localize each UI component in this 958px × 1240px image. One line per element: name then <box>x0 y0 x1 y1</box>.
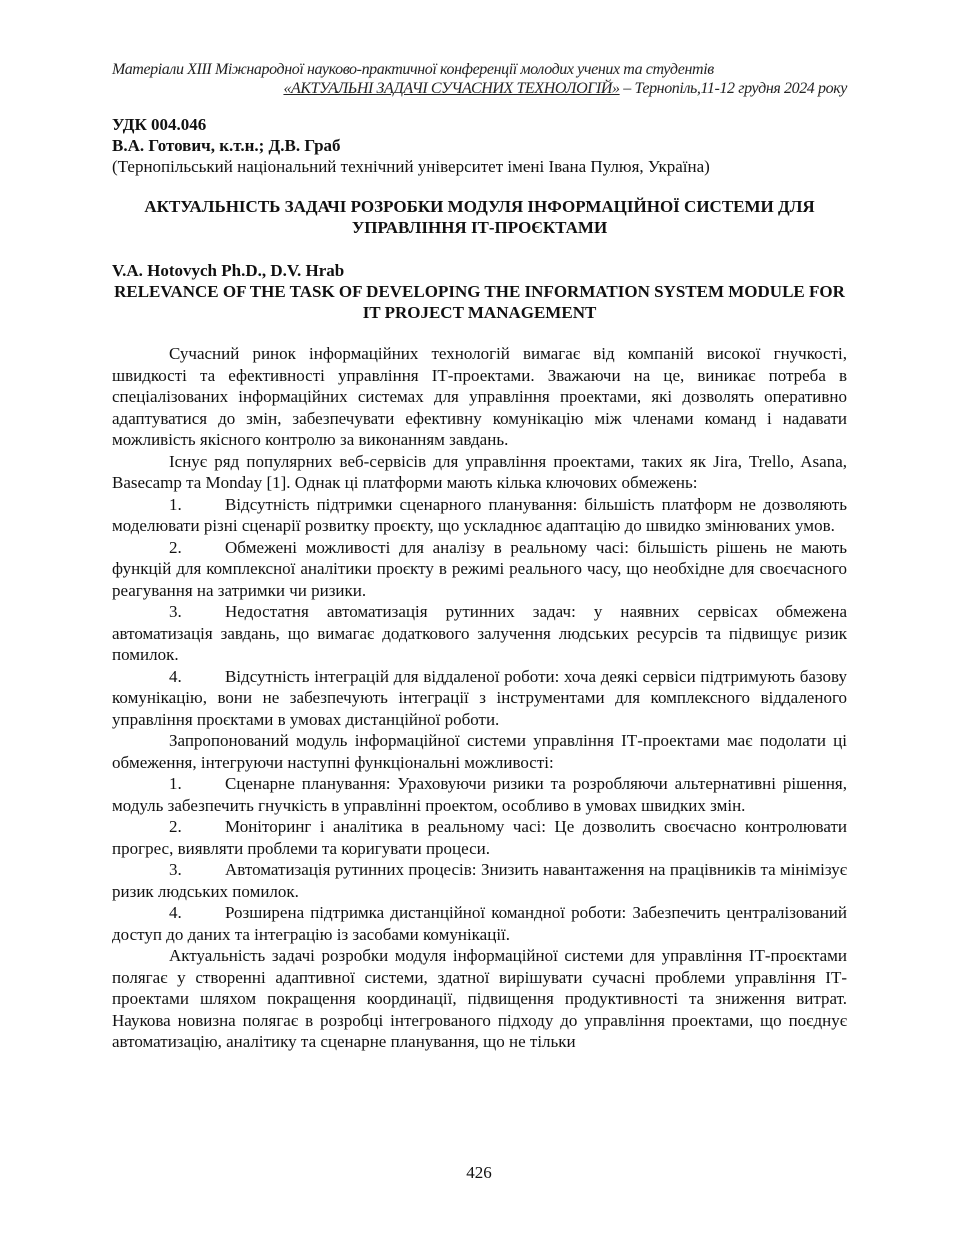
title-ua: АКТУАЛЬНІСТЬ ЗАДАЧІ РОЗРОБКИ МОДУЛЯ ІНФОРМАЦІЙНОЇ СИСТЕМИ ДЛЯ УПРАВЛІННЯ ІТ-ПРОЄКТАМИ <box>144 197 815 237</box>
list-item <box>112 494 847 537</box>
list-item <box>112 537 847 602</box>
authors-en: V.A. Hotovych Ph.D., D.V. Hrab <box>112 261 345 280</box>
list-item <box>112 816 847 859</box>
title-en: RELEVANCE OF THE TASK OF DEVELOPING THE INFORMATION SYSTEM MODULE FOR IT PROJECT MANAGEMENT <box>114 282 845 322</box>
list-item <box>112 601 847 666</box>
list-text: Відсутність інтеграцій для віддаленої роботи: хоча деякі сервіси підтримують базову комунікацію, вони не забезпечують інтеграції з інструментами для комплексного віддаленого управління проєктами в умовах дистанційної роботи. <box>112 666 847 729</box>
list-text: Розширена підтримка дистанційної командної роботи: Забезпечить централізований доступ до даних та інтеграцію із засобами комунікації. <box>112 903 847 944</box>
article-body <box>112 343 847 1053</box>
authors-ua: В.А. Готович, к.т.н.; Д.В. Граб <box>112 136 341 155</box>
udk-code: УДК 004.046 <box>112 115 207 134</box>
list-item <box>112 773 847 816</box>
affiliation: (Тернопільський національний технічний університет імені Івана Пулюя, Україна) <box>112 157 710 176</box>
list-text: Автоматизація рутинних процесів: Знизить навантаження на працівників та мінімізує ризик людських помилок. <box>112 860 847 901</box>
paragraph-intro: Сучасний ринок інформаційних технологій вимагає від компаній високої гнучкості, швидкості та ефективності управління ІТ-проектами. Зважаючи на це, виникає потреба в спеціалізованих інформаційних системах для управління проектами, які дозволять оперативно адаптуватися до змін, забезпечувати ефективну комунікацію між членами команд і надавати можливість якісного контролю за виконанням завдань. <box>112 344 847 449</box>
list-item <box>112 902 847 945</box>
list-number: 1. <box>169 774 182 793</box>
list-number: 3. <box>169 860 182 879</box>
list-text: Відсутність підтримки сценарного планування: більшість платформ не дозволяють моделювати різні сценарії розвитку проєкту, що ускладнює адаптацію до швидко змінюваних умов. <box>112 494 847 535</box>
list-text: Сценарне планування: Ураховуючи ризики та розробляючи альтернативні рішення, модуль забезпечить гнучкість в управлінні проектом, особливо в умовах швидких змін. <box>112 774 847 815</box>
list-number: 2. <box>169 817 182 836</box>
article-header <box>112 114 847 177</box>
list-number: 2. <box>169 537 182 557</box>
conference-name: «АКТУАЛЬНІ ЗАДАЧІ СУЧАСНИХ ТЕХНОЛОГІЙ» <box>283 80 620 97</box>
list-text: Моніторинг і аналітика в реальному часі: Це дозволить своєчасно контролювати прогрес, виявляти проблеми та коригувати процеси. <box>112 817 847 858</box>
list-item <box>112 859 847 902</box>
list-text: Обмежені можливості для аналізу в реальному часі: більшість рішень не мають функцій для комплексної аналітики проєкту в режимі реального часу, що необхідне для своєчасного реагування на затримки чи ризики. <box>112 537 847 600</box>
list-number: 4. <box>169 666 182 686</box>
paragraph-relevance: Актуальність задачі розробки модуля інформаційної системи для управління ІТ-проєктами полягає у створенні адаптивної системи, здатної вирішувати сучасні проблеми управління ІТ-проектами шляхом покращення координації, підвищення продуктивності та зниження витрат. Наукова новизна полягає в розробці інтегрованого підходу до управління проектами, що поєднує автоматизацію, аналітику та сценарне планування, що не тільки <box>112 946 847 1051</box>
paragraph-proposal: Запропонований модуль інформаційної системи управління ІТ-проектами має подолати ці обмеження, інтегруючи наступні функціональні можливості: <box>112 731 847 772</box>
list-number: 4. <box>169 903 182 922</box>
running-head-line1: Матеріали XIII Міжнародної науково-практичної конференції молодих учених та студентів <box>112 61 714 78</box>
paragraph-services: Існує ряд популярних веб-сервісів для управління проектами, таких як Jira, Trello, Asana, Basecamp та Monday [1]. Однак ці платформи мають кілька ключових обмежень: <box>112 451 847 492</box>
list-text: Недостатня автоматизація рутинних задач: у наявних сервісах обмежена автоматизація завдань, що вимагає додаткового залучення людських ресурсів та підвищує ризик помилок. <box>112 602 847 664</box>
list-number: 3. <box>169 602 182 621</box>
running-head-line2 <box>112 79 847 98</box>
running-head <box>112 60 847 98</box>
list-number: 1. <box>169 494 182 514</box>
page-number: 426 <box>466 1163 492 1182</box>
list-item <box>112 666 847 731</box>
conference-date: – Тернопіль,11-12 грудня 2024 року <box>619 80 847 97</box>
